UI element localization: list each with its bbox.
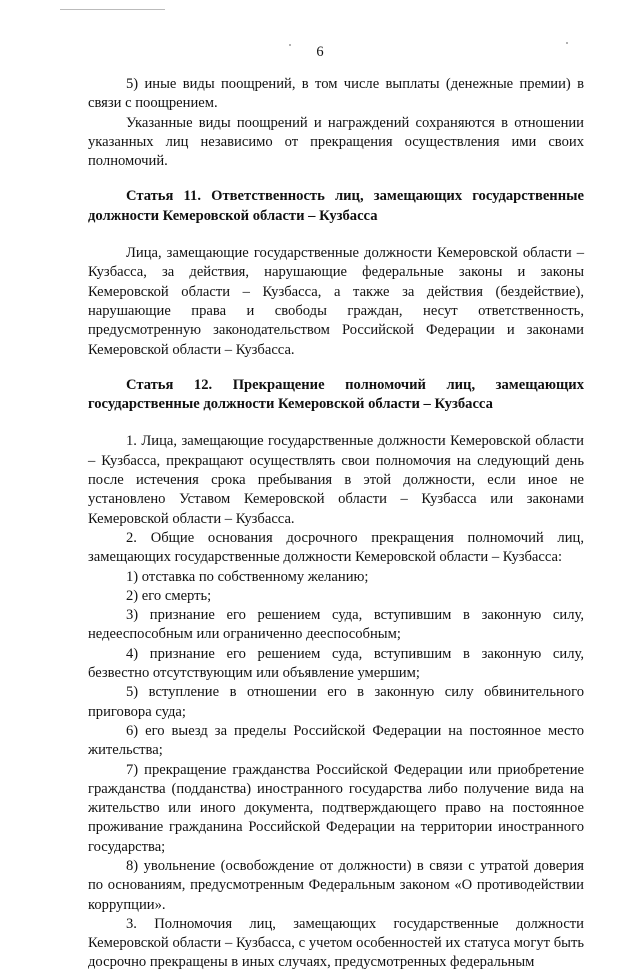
article-12-heading: Статья 12. Прекращение полномочий лиц, замещающих государственные должности Кемеровской области – Кузбасса — [88, 376, 584, 413]
article-12-list-item: 2) его смерть; — [126, 587, 212, 604]
article-11-text: Лица, замещающие государственные должности Кемеровской области – Кузбасса, за действия, нарушающие федеральные законы и законы Кемеровской области – Кузбасса, а также за действия (бездействие), нарушающие права и свободы граждан, несут ответственность, предусмотренную законодательством Российской Федерации и законами Кемеровской области – Кузбасса. — [88, 245, 584, 358]
article-12-paragraph: 3. Полномочия лиц, замещающих государственные должности Кемеровской области – Кузбасса, с учетом особенностей их статуса могут быть досрочно прекращены в иных случаях, предусмотренных федеральным — [88, 915, 584, 971]
intro-paragraph: Указанные виды поощрений и награждений сохраняются в отношении указанных лиц независимо от прекращения осуществления ими своих полномочий. — [88, 114, 584, 170]
article-12-list-item: 8) увольнение (освобождение от должности) в связи с утратой доверия по основаниям, предусмотренным Федеральным законом «О противодействии коррупции». — [88, 857, 584, 913]
article-12-list-item: 6) его выезд за пределы Российской Федерации на постоянное место жительства; — [88, 722, 584, 759]
article-11-heading: Статья 11. Ответственность лиц, замещающих государственные должности Кемеровской области – Кузбасса — [88, 188, 584, 224]
document-body — [88, 75, 584, 973]
article-12-paragraph: 2. Общие основания досрочного прекращения полномочий лиц, замещающих государственные должности Кемеровской области – Кузбасса: — [88, 529, 584, 566]
article-12-list-item: 1) отставка по собственному желанию; — [126, 568, 369, 585]
scan-artifact-line — [60, 9, 165, 10]
article-12-list-item: 3) признание его решением суда, вступившим в законную силу, недееспособным или ограниченно дееспособным; — [88, 607, 584, 643]
page-number: 6 — [316, 44, 324, 60]
intro-paragraph: 5) иные виды поощрений, в том числе выплаты (денежные премии) в связи с поощрением. — [88, 76, 584, 112]
article-12-paragraph: 1. Лица, замещающие государственные должности Кемеровской области – Кузбасса, прекращают осуществлять свои полномочия на следующий день после истечения срока пребывания в этой должности, если иное не установлено Уставом Кемеровской области – Кузбасса или законами Кемеровской области – Кузбасса. — [88, 433, 584, 527]
article-12-list-item: 7) прекращение гражданства Российской Федерации или приобретение гражданства (подданства) иностранного государства либо получение вида на жительство или иного документа, подтверждающего право на постоянное проживание гражданина Российской Федерации на территории иностранного государства; — [88, 761, 584, 855]
article-12-list-item: 5) вступление в отношении его в законную силу обвинительного приговора суда; — [88, 684, 584, 720]
article-12-list-item: 4) признание его решением суда, вступившим в законную силу, безвестно отсутствующим или объявление умершим; — [88, 645, 584, 682]
